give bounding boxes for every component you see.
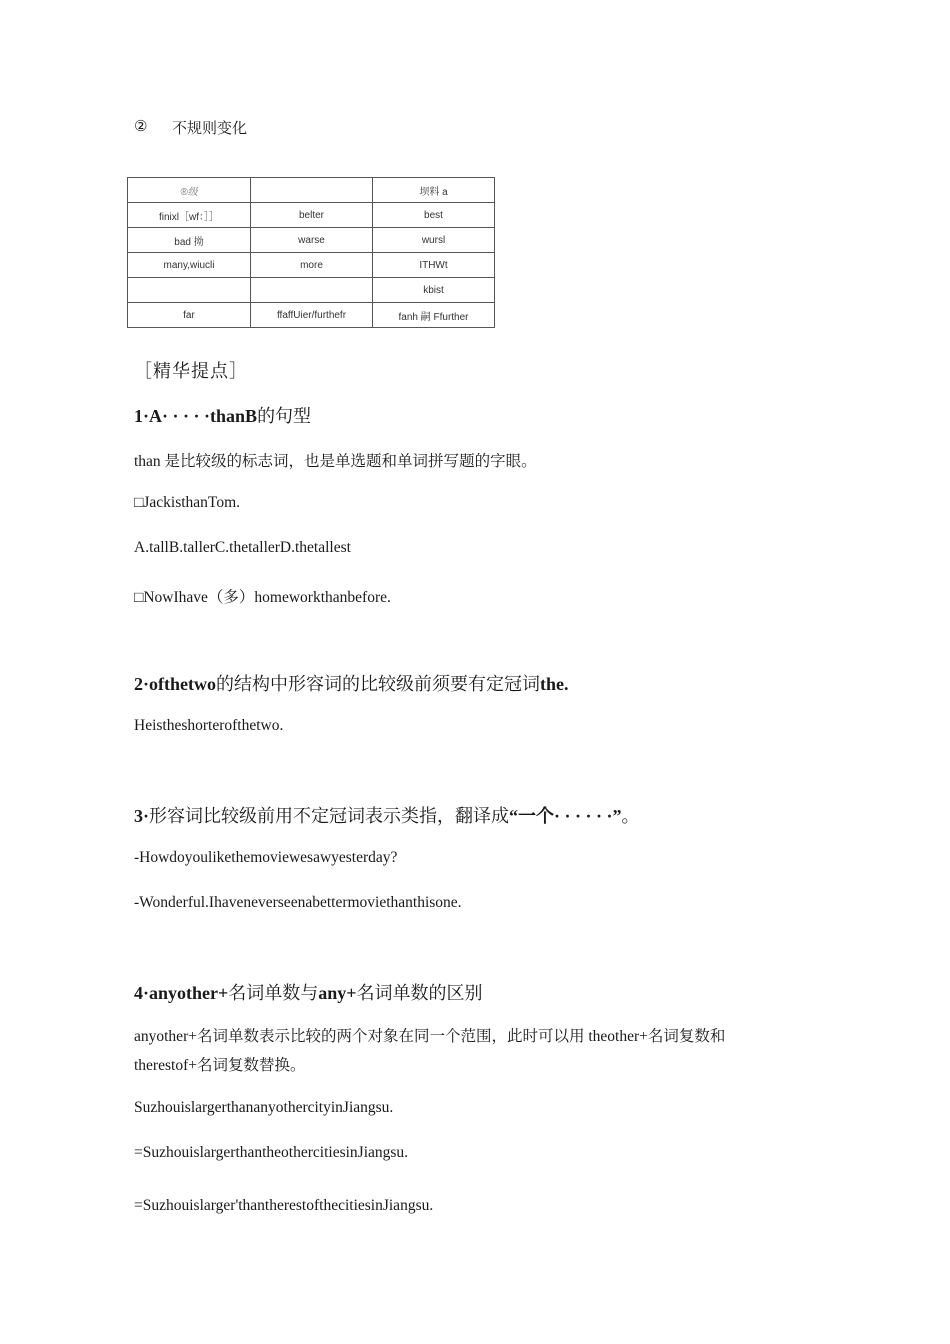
dot-separator: · [143,406,150,426]
section-3-line: -Howdoyoulikethemoviewesawyesterday? [134,849,398,866]
table-cell: far [128,303,251,328]
table-cell [251,178,373,203]
table-row [128,303,495,328]
table-cell: belter [251,203,373,228]
table-row [128,228,495,253]
section-title-bold: ofthetwo [149,674,216,694]
table-cell: 坝料 a [373,178,495,203]
irregular-forms-table [127,177,495,328]
section-3-title [134,802,640,828]
section-4-line: =SuzhouislargerthantheothercitiesinJiangsu. [134,1144,409,1161]
dot-separator: · [143,983,150,1003]
section-number: 2 [134,674,143,694]
table-cell [128,278,251,303]
section-title-bold-2: any+ [318,983,357,1003]
subtitle-text: 不规则变化 [172,120,248,137]
section-title-text: 的句型 [257,406,312,426]
table-cell: finixl［wf：］］ [128,203,251,228]
table-cell: best [373,203,495,228]
section-title-bold: A· · · · ·thanB [149,406,258,426]
section-4-line: anyother+名词单数表示比较的两个对象在同一个范围，此时可以用 theother+名词复数和 [134,1028,726,1045]
dot-separator: · [143,674,150,694]
table-cell: ®级 [128,178,251,203]
section-2-line: Heistheshorterofthetwo. [134,717,284,734]
table-row [128,253,495,278]
section-4-line: SuzhouislargerthananyothercityinJiangsu. [134,1099,394,1116]
section-1-line: than 是比较级的标志词，也是单选题和单词拼写题的字眼。 [134,453,537,470]
dot-separator: · [143,806,150,826]
section-number: 3 [134,806,143,826]
table-row [128,178,495,203]
table-cell: ITHWt [373,253,495,278]
section-number: 4 [134,983,143,1003]
section-title-text: 名词单数与 [228,983,319,1003]
table-row [128,278,495,303]
section-title-tail: the. [540,674,569,694]
section-1-line: A.tallB.tallerC.thetallerD.thetallest [134,539,351,556]
table-cell: warse [251,228,373,253]
section-4-title [134,979,483,1005]
section-1-line: □NowIhave（多）homeworkthanbefore. [134,589,391,606]
section-title-text: 形容词比较级前用不定冠词表示类指，翻译成 [149,806,510,826]
essentials-heading: ［精华提点］ [134,361,248,381]
table-cell [251,278,373,303]
section-title-bold: anyother+ [149,983,229,1003]
section-1-line: □JackisthanTom. [134,494,240,511]
section-title-end: 。 [621,806,640,826]
section-2-title [134,670,569,696]
table-cell: bad 拗 [128,228,251,253]
section-title-text: 的结构中形容词的比较级前须要有定冠词 [216,674,540,694]
section-4-line: =Suzhouislarger'thantherestofthecitiesinJiangsu. [134,1197,434,1214]
table-cell: ffaffUier/furthefr [251,303,373,328]
section-title-text-2: 名词单数的区别 [356,983,483,1003]
section-1-title [134,402,311,428]
table-cell: kbist [373,278,495,303]
section-3-line: -Wonderful.Ihaveneverseenabettermoviethanthisone. [134,894,462,911]
section-number: 1 [134,406,143,426]
section-title-quote: “一个· · · · · ·” [509,806,622,826]
table-cell: more [251,253,373,278]
section-4-line: therestof+名词复数替换。 [134,1057,306,1074]
table-row [128,203,495,228]
table-cell: fanh 嗣 Ffurther [373,303,495,328]
subtitle-marker: ② [134,118,148,135]
table-cell: wursl [373,228,495,253]
table-cell: many,wiucli [128,253,251,278]
